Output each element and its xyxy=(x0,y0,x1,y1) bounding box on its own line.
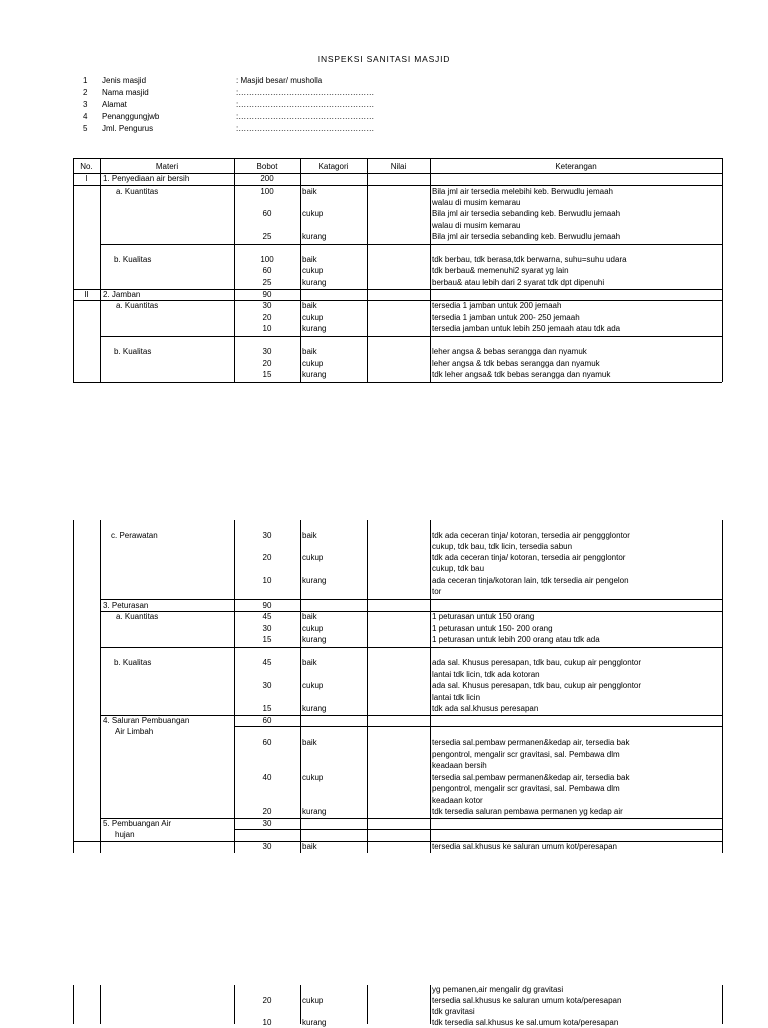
header-no: No. xyxy=(80,162,93,171)
info-label: Alamat xyxy=(102,100,127,109)
info-value: :…………………………………………… xyxy=(236,124,375,133)
info-label: Jml. Pengurus xyxy=(102,124,154,133)
row-bobot: 90 xyxy=(262,601,272,610)
row-keterangan: tersedia sal.pembaw permanen&kedap air, tersedia bak xyxy=(432,773,630,782)
row-kategori: cukup xyxy=(302,996,324,1005)
row-bobot: 15 xyxy=(262,704,272,713)
row-keterangan: Bila jml air tersedia melebihi keb. Berwudlu jemaah xyxy=(432,187,613,196)
row-bobot: 10 xyxy=(262,324,272,333)
row-keterangan: keadaan kotor xyxy=(432,796,483,805)
row-keterangan: lantai tdk licin xyxy=(432,693,481,702)
row-keterangan: leher angsa & bebas serangga dan nyamuk xyxy=(432,347,587,356)
row-keterangan: 1 peturasan untuk 150- 200 orang xyxy=(432,624,553,633)
row-materi: 4. Saluran Pembuangan xyxy=(103,716,190,725)
table-vline xyxy=(430,520,431,853)
row-kategori: kurang xyxy=(302,704,327,713)
row-bobot: 60 xyxy=(262,209,272,218)
row-kategori: cukup xyxy=(302,624,324,633)
row-kategori: baik xyxy=(302,301,317,310)
row-keterangan: tersedia 1 jamban untuk 200- 250 jemaah xyxy=(432,313,580,322)
row-bobot: 40 xyxy=(262,773,272,782)
row-keterangan: tdk berbau, tdk berasa,tdk berwarna, suhu=suhu udara xyxy=(432,255,627,264)
table-hline xyxy=(100,599,722,600)
row-bobot: 90 xyxy=(262,290,272,299)
info-label: Penanggungjwb xyxy=(102,112,160,121)
row-bobot: 30 xyxy=(262,347,272,356)
header-nilai: Nilai xyxy=(390,162,407,171)
table-vline xyxy=(73,520,74,853)
info-value: :…………………………………………… xyxy=(236,100,375,109)
info-label: Jenis masjid xyxy=(102,76,147,85)
row-kategori: cukup xyxy=(302,266,324,275)
row-kategori: cukup xyxy=(302,359,324,368)
table-hline xyxy=(73,289,722,290)
row-keterangan: tersedia 1 jamban untuk 200 jemaah xyxy=(432,301,562,310)
row-materi: 1. Penyediaan air bersih xyxy=(103,174,190,183)
row-kategori: kurang xyxy=(302,807,327,816)
table-hline xyxy=(234,829,722,830)
header-kategori: Katagori xyxy=(318,162,349,171)
table-hline xyxy=(73,185,722,186)
table-vline xyxy=(367,158,368,382)
row-kategori: baik xyxy=(302,842,317,851)
table-hline xyxy=(100,818,722,819)
row-bobot: 45 xyxy=(262,612,272,621)
row-bobot: 100 xyxy=(260,255,274,264)
table-hline xyxy=(73,158,722,159)
info-value: :…………………………………………… xyxy=(236,88,375,97)
row-keterangan: tdk gravitasi xyxy=(432,1007,475,1016)
row-materi: a. Kuantitas xyxy=(116,301,159,310)
row-bobot: 60 xyxy=(262,738,272,747)
row-keterangan: tdk berbau& memenuhi2 syarat yg lain xyxy=(432,266,569,275)
info-value: :…………………………………………… xyxy=(236,112,375,121)
row-bobot: 30 xyxy=(262,624,272,633)
row-materi: a. Kuantitas xyxy=(116,612,159,621)
table-vline xyxy=(367,520,368,853)
row-kategori: kurang xyxy=(302,576,327,585)
row-bobot: 10 xyxy=(262,1018,272,1027)
table-vline xyxy=(234,520,235,853)
header-materi: Materi xyxy=(155,162,179,171)
row-keterangan: tdk leher angsa& tdk bebas serangga dan nyamuk xyxy=(432,370,611,379)
row-keterangan: tdk ada sal.khusus peresapan xyxy=(432,704,539,713)
row-keterangan: tdk ada ceceran tinja/ kotoran, tersedia air pengglontor xyxy=(432,553,626,562)
table-hline xyxy=(73,300,722,301)
row-materi: b. Kualitas xyxy=(114,658,152,667)
table-hline xyxy=(234,726,722,727)
row-keterangan: tor xyxy=(432,587,442,596)
table-hline xyxy=(100,611,722,612)
table-vline xyxy=(73,158,74,382)
row-bobot: 20 xyxy=(262,553,272,562)
row-keterangan: cukup, tdk bau xyxy=(432,564,485,573)
info-label: Nama masjid xyxy=(102,88,149,97)
table-hline xyxy=(100,244,722,245)
row-materi: b. Kualitas xyxy=(114,347,152,356)
row-bobot: 60 xyxy=(262,266,272,275)
table-vline xyxy=(300,985,301,1024)
row-keterangan: tersedia sal.khusus ke saluran umum kot/peresapan xyxy=(432,842,617,851)
table-hline xyxy=(100,336,722,337)
row-bobot: 10 xyxy=(262,576,272,585)
row-materi: 5. Pembuangan Air xyxy=(103,819,172,828)
table-vline xyxy=(100,158,101,382)
header-keterangan: Keterangan xyxy=(555,162,597,171)
row-bobot: 20 xyxy=(262,996,272,1005)
row-keterangan: lantai tdk licin, tdk ada kotoran xyxy=(432,670,540,679)
row-keterangan: 1 peturasan untuk 150 orang xyxy=(432,612,535,621)
row-keterangan: keadaan bersih xyxy=(432,761,487,770)
row-kategori: baik xyxy=(302,347,317,356)
row-no: I xyxy=(85,174,88,183)
row-bobot: 200 xyxy=(260,174,274,183)
row-keterangan: tersedia jamban untuk lebih 250 jemaah atau tdk ada xyxy=(432,324,621,333)
row-keterangan: Bila jml air tersedia sebanding keb. Berwudlu jemaah xyxy=(432,232,621,241)
row-kategori: baik xyxy=(302,658,317,667)
row-bobot: 100 xyxy=(260,187,274,196)
row-materi: Air Limbah xyxy=(115,727,154,736)
row-kategori: kurang xyxy=(302,370,327,379)
row-keterangan: leher angsa & tdk bebas serangga dan nyamuk xyxy=(432,359,600,368)
row-keterangan: cukup, tdk bau, tdk licin, tersedia sabun xyxy=(432,542,573,551)
row-keterangan: ada sal. Khusus peresapan, tdk bau, cukup air pengglontor xyxy=(432,681,642,690)
row-bobot: 25 xyxy=(262,232,272,241)
table-vline xyxy=(300,158,301,382)
info-number: 1 xyxy=(83,76,88,85)
row-bobot: 30 xyxy=(262,301,272,310)
row-kategori: cukup xyxy=(302,773,324,782)
row-materi: 2. Jamban xyxy=(103,290,141,299)
row-kategori: baik xyxy=(302,187,317,196)
table-vline xyxy=(234,985,235,1024)
row-materi: 3. Peturasan xyxy=(103,601,149,610)
table-hline xyxy=(100,715,722,716)
row-kategori: kurang xyxy=(302,1018,327,1027)
row-kategori: baik xyxy=(302,738,317,747)
row-materi: a. Kuantitas xyxy=(116,187,159,196)
row-bobot: 15 xyxy=(262,635,272,644)
row-keterangan: tdk tersedia sal.khusus ke sal.umum kota/peresapan xyxy=(432,1018,619,1027)
row-bobot: 45 xyxy=(262,658,272,667)
table-hline xyxy=(73,382,722,383)
row-bobot: 60 xyxy=(262,716,272,725)
row-keterangan: tdk tersedia saluran pembawa permanen yg kedap air xyxy=(432,807,623,816)
row-bobot: 30 xyxy=(262,531,272,540)
header-bobot: Bobot xyxy=(256,162,278,171)
row-keterangan: Bila jml air tersedia sebanding keb. Berwudlu jemaah xyxy=(432,209,621,218)
row-kategori: kurang xyxy=(302,635,327,644)
row-bobot: 30 xyxy=(262,819,272,828)
row-bobot: 20 xyxy=(262,313,272,322)
row-no: II xyxy=(84,290,89,299)
row-keterangan: pengontrol, mengalir scr gravitasi, sal. Pembawa dlm xyxy=(432,784,620,793)
row-bobot: 20 xyxy=(262,807,272,816)
info-number: 3 xyxy=(83,100,88,109)
table-vline xyxy=(100,985,101,1024)
row-kategori: kurang xyxy=(302,232,327,241)
table-hline xyxy=(100,647,722,648)
table-vline xyxy=(430,158,431,382)
row-keterangan: walau di musim kemarau xyxy=(432,221,521,230)
info-number: 5 xyxy=(83,124,88,133)
row-keterangan: ada ceceran tinja/kotoran lain, tdk tersedia air pengelon xyxy=(432,576,629,585)
table-vline xyxy=(234,158,235,382)
table-vline xyxy=(300,520,301,853)
row-kategori: baik xyxy=(302,612,317,621)
row-materi: c. Perawatan xyxy=(111,531,158,540)
table-vline xyxy=(73,985,74,1024)
table-vline xyxy=(722,158,723,382)
row-bobot: 15 xyxy=(262,370,272,379)
page-title: INSPEKSI SANITASI MASJID xyxy=(317,54,451,64)
row-kategori: baik xyxy=(302,531,317,540)
row-kategori: cukup xyxy=(302,553,324,562)
table-vline xyxy=(722,520,723,853)
row-keterangan: tdk ada ceceran tinja/ kotoran, tersedia air penggglontor xyxy=(432,531,630,540)
row-bobot: 30 xyxy=(262,681,272,690)
row-keterangan: berbau& atau lebih dari 2 syarat tdk dpt dipenuhi xyxy=(432,278,605,287)
row-kategori: kurang xyxy=(302,278,327,287)
row-materi: hujan xyxy=(115,830,135,839)
row-kategori: cukup xyxy=(302,313,324,322)
row-kategori: baik xyxy=(302,255,317,264)
row-bobot: 30 xyxy=(262,842,272,851)
table-hline xyxy=(73,841,722,842)
row-materi: b. Kualitas xyxy=(114,255,152,264)
row-kategori: kurang xyxy=(302,324,327,333)
info-value: : Masjid besar/ musholla xyxy=(236,76,323,85)
row-keterangan: 1 peturasan untuk lebih 200 orang atau tdk ada xyxy=(432,635,600,644)
row-bobot: 25 xyxy=(262,278,272,287)
table-vline xyxy=(430,985,431,1024)
row-keterangan: tersedia sal.pembaw permanen&kedap air, tersedia bak xyxy=(432,738,630,747)
row-bobot: 20 xyxy=(262,359,272,368)
table-vline xyxy=(722,985,723,1024)
row-kategori: cukup xyxy=(302,209,324,218)
info-number: 4 xyxy=(83,112,88,121)
row-keterangan: tersedia sal.khusus ke saluran umum kota/peresapan xyxy=(432,996,622,1005)
table-vline xyxy=(367,985,368,1024)
info-number: 2 xyxy=(83,88,88,97)
row-kategori: cukup xyxy=(302,681,324,690)
row-keterangan: walau di musim kemarau xyxy=(432,198,521,207)
table-vline xyxy=(100,520,101,853)
row-keterangan: ada sal. Khusus peresapan, tdk bau, cukup air pengglontor xyxy=(432,658,642,667)
row-keterangan: pengontrol, mengalir scr gravitasi, sal. Pembawa dlm xyxy=(432,750,620,759)
row-keterangan: yg pemanen,air mengalir dg gravitasi xyxy=(432,985,564,994)
